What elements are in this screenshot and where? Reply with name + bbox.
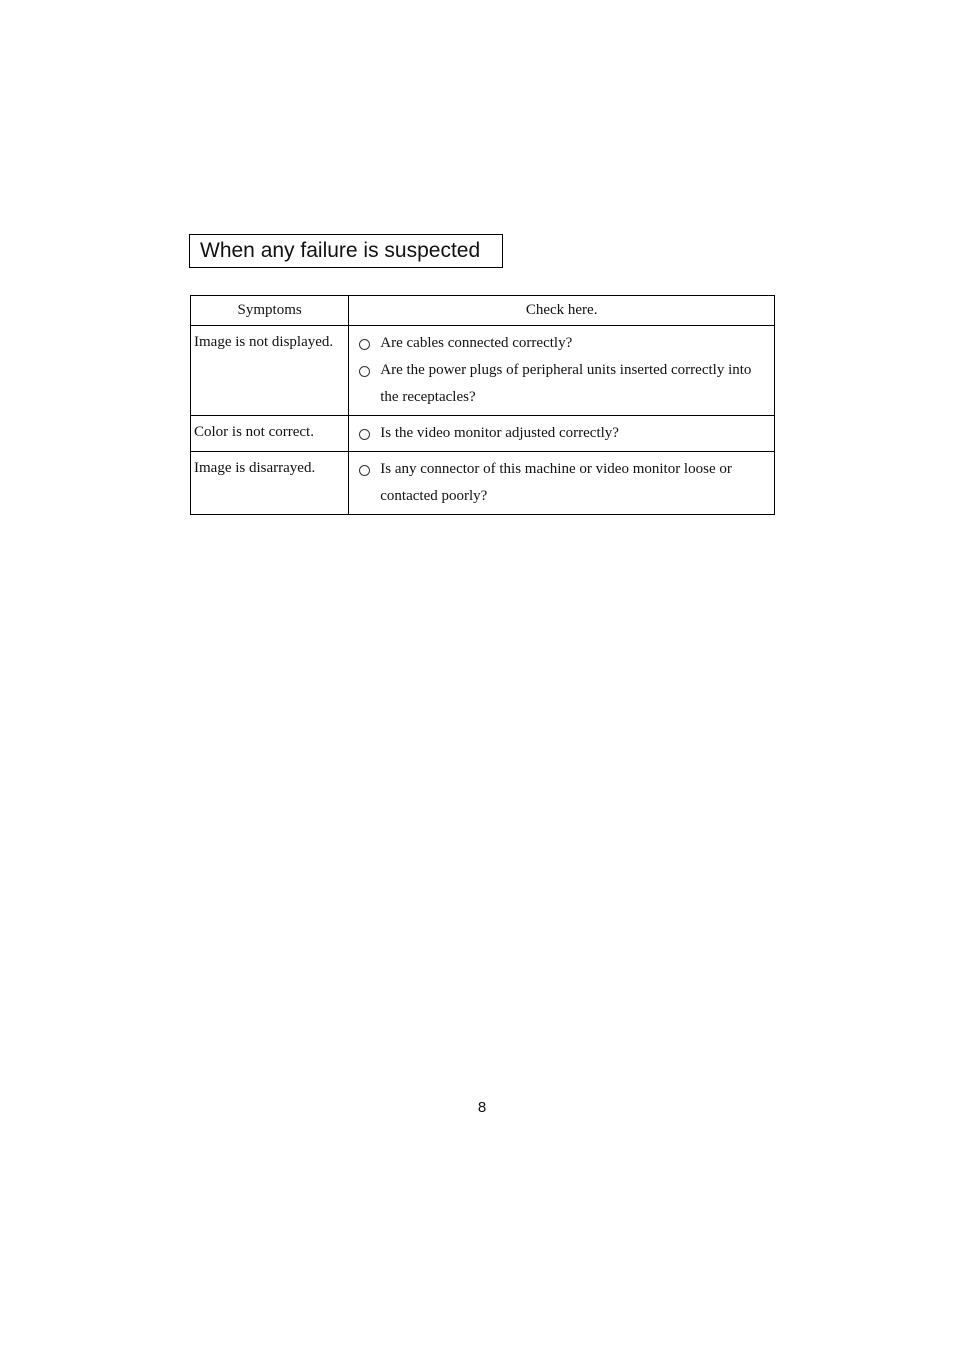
circle-icon [359,366,370,377]
check-text: Is the video monitor adjusted correctly? [380,425,619,441]
table-header-row [191,296,775,326]
troubleshooting-table [190,295,775,515]
check-text: Is any connector of this machine or video monitor loose or contacted poorly? [380,461,732,504]
check-cell [349,326,775,416]
table-row [191,452,775,515]
table-row [191,416,775,452]
check-text: Are cables connected correctly? [380,335,573,351]
symptom-cell: Image is not displayed. [191,326,349,416]
check-text: Are the power plugs of peripheral units inserted correctly into the receptacles? [380,362,752,405]
page-number: 8 [477,1099,487,1116]
circle-icon [359,465,370,476]
check-item [357,357,764,411]
symptom-cell: Image is disarrayed. [191,452,349,515]
circle-icon [359,339,370,350]
table-row [191,326,775,416]
check-column-header: Check here. [349,296,775,326]
check-cell [349,452,775,515]
section-heading: When any failure is suspected [189,234,503,268]
symptom-cell: Color is not correct. [191,416,349,452]
symptoms-column-header: Symptoms [191,296,349,326]
check-item [357,420,764,447]
check-cell [349,416,775,452]
circle-icon [359,429,370,440]
check-item [357,330,764,357]
check-item [357,456,764,510]
